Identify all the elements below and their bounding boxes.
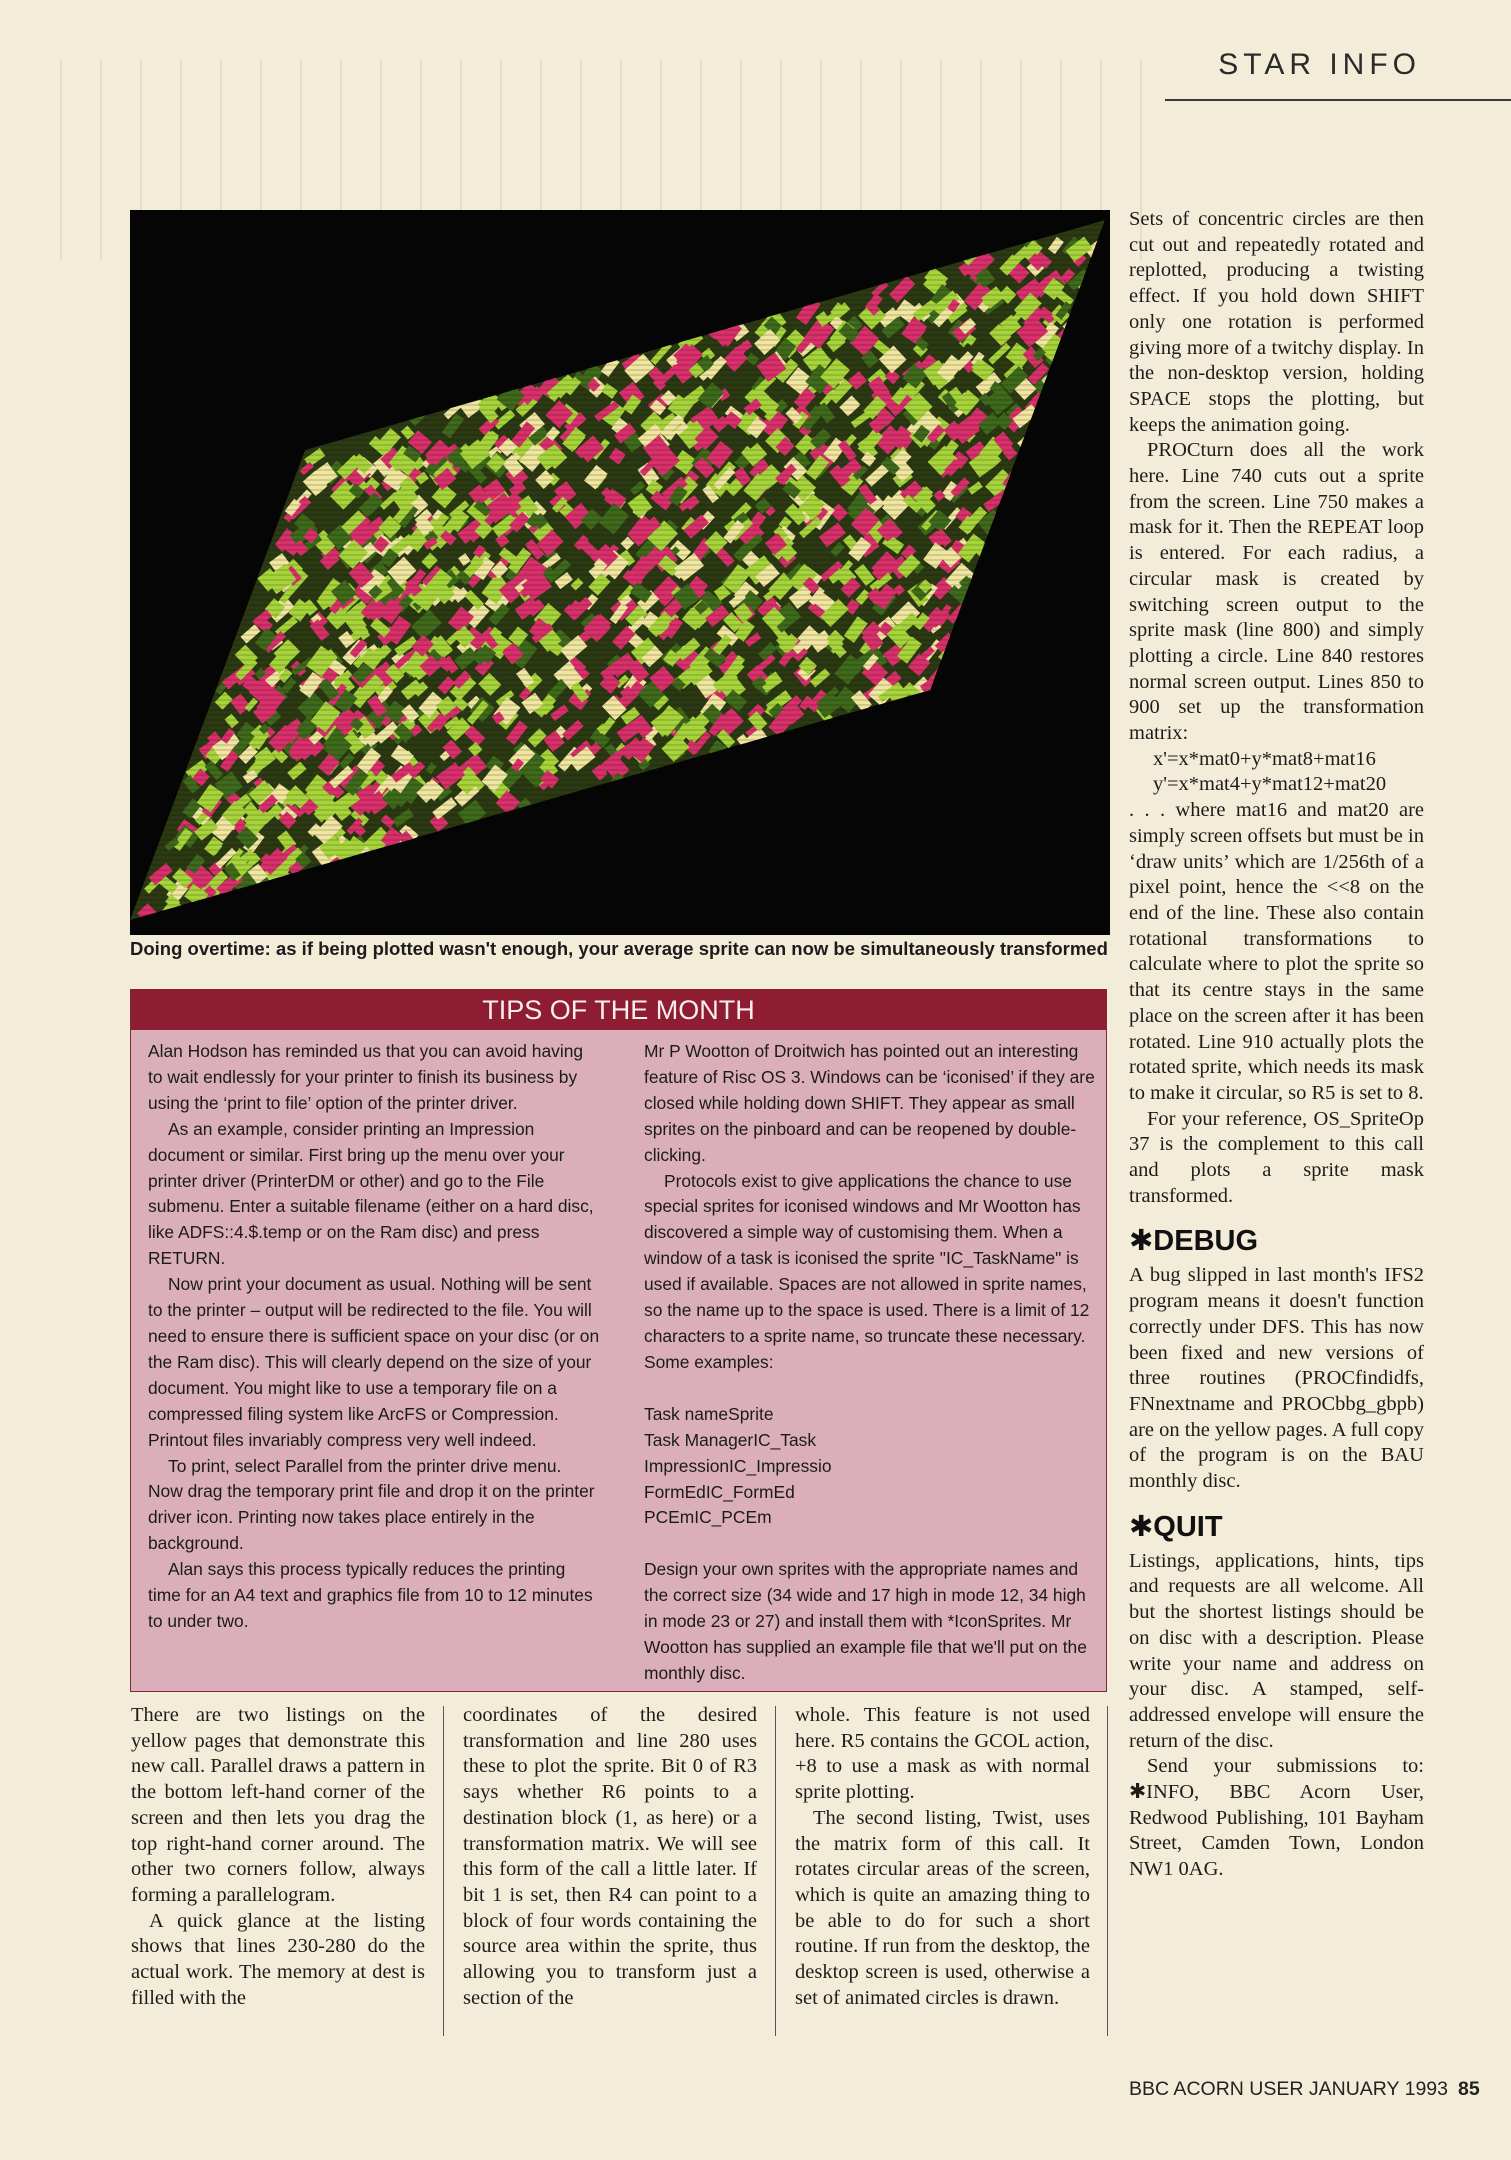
quit-heading: ✱QUIT: [1129, 1510, 1223, 1543]
tips-paragraph: To print, select Parallel from the printer drive menu. Now drag the temporary print file and drop it on the printer driver icon. Printing now takes place entirely in the background.: [148, 1455, 595, 1554]
tips-closing: Design your own sprites with the appropriate names and the correct size (34 wide and 17 high in mode 12, 34 high in mode 23 or 27) and install them with *IconSprites. Mr Wootton has supplied an example file that we'll put on the monthly disc.: [644, 1559, 1087, 1683]
tips-paragraph: Now print your document as usual. Nothing will be sent to the printer – output will be redirected to the file. You will need to ensure there is sufficient space on your disc (or on the Ram disc). This will clearly depend on the size of your document. You might like to use a temporary file on a compressed filing system like ArcFS or Compression. Printout files invariably compress very well indeed.: [148, 1274, 600, 1450]
example-row: ImpressionIC_Impressio: [644, 1455, 832, 1476]
pattern-fleck: [1045, 371, 1064, 390]
debug-text: A bug slipped in last month's IFS2 program means it doesn't function correctly under DFS. This has now been fixed and new versions of three routines (PROCfindidfs, FNnextname and PROCbbg_gbpb) are on the yellow pages. A full copy of the program is on the BAU monthly disc.: [1129, 1264, 1424, 1493]
article-paragraph: The second listing, Twist, uses the matrix form of this call. It rotates circular areas of the screen, which is quite an amazing thing to be able to do for such a short routine. If run from the desktop, the desktop screen is used, otherwise a set of animated circles is drawn.: [795, 1806, 1090, 2009]
page-number: 85: [1457, 2078, 1480, 2100]
article-paragraph: A quick glance at the listing shows that lines 230-280 do the actual work. The memory at dest is filled with the: [131, 1909, 425, 2009]
formula-line: y'=x*mat4+y*mat12+mat20: [1153, 773, 1387, 796]
example-row: Task ManagerIC_Task: [644, 1429, 817, 1450]
right-article-column: [1129, 207, 1424, 1883]
example-row: FormEdIC_FormEd: [644, 1481, 795, 1502]
article-column-2: [463, 1703, 757, 2011]
article-column-3: [795, 1703, 1090, 2011]
article-paragraph: Sets of concentric circles are then cut out and repeatedly rotated and replotted, producing a twisting effect. If you hold down SHIFT only one rotation is performed giving more of a twitchy display. In the non-desktop version, holding SPACE stops the plotting, but keeps the animation going.: [1129, 208, 1424, 436]
tips-title: TIPS OF THE MONTH: [131, 990, 1106, 1030]
tips-paragraph: Protocols exist to give applications the chance to use special sprites for iconised windows and Mr Wootton has discovered a simple way of customising them. When a window of a task is iconised the sprite "IC_TaskName" is used if available. Spaces are not allowed in sprite names, so the name up to the space is used. There is a limit of 12 characters to a sprite name, so truncate these necessary. Some examples:: [644, 1170, 1090, 1372]
tips-left-column: [148, 1039, 600, 1635]
magazine-issue: BBC ACORN USER JANUARY 1993: [1129, 2078, 1448, 2100]
tips-of-the-month-box: [130, 989, 1107, 1692]
header-rule: [1165, 99, 1511, 101]
figure-caption: Doing overtime: as if being plotted wasn't enough, your average sprite can now be simultaneously transformed: [130, 938, 1108, 959]
article-paragraph: coordinates of the desired transformation and line 280 uses these to plot the sprite. Bit 0 of R3 says whether R6 points to a destination block (1, as here) or a transformation matrix. We will see this form of the call a little later. If bit 1 is set, then R4 can point to a block of four words containing the source area within the sprite, thus allowing you to transform just a section of the: [463, 1704, 757, 2009]
article-paragraph: whole. This feature is not used here. R5 contains the GCOL action, +8 to use a mask as with normal sprite plotting.: [795, 1704, 1090, 1804]
article-paragraph: There are two listings on the yellow pages that demonstrate this new call. Parallel draws a pattern in the bottom left-hand corner of the screen and then lets you drag the top right-hand corner around. The other two corners follow, always forming a parallelogram.: [131, 1704, 425, 1906]
article-column-1: [131, 1703, 425, 2011]
quit-text: Listings, applications, hints, tips and requests are all welcome. All but the shortest listings should be on disc with a description. Please write your name and address on your disc. A stamped, self-addressed envelope will ensure the return of the disc.: [1129, 1549, 1424, 1752]
parallelogram-pattern: [130, 210, 1110, 935]
column-rule: [1107, 1706, 1108, 2036]
tips-paragraph: Alan says this process typically reduces the printing time for an A4 text and graphics file from 10 to 12 minutes to under two.: [148, 1559, 593, 1631]
tips-paragraph: Mr P Wootton of Droitwich has pointed out an interesting feature of Risc OS 3. Windows can be ‘iconised’ if they are closed while holding down SHIFT. They appear as small sprites on the pinboard and can be reopened by double-clicking.: [644, 1041, 1095, 1165]
submission-address: Send your submissions to: ✱INFO, BBC Acorn User, Redwood Publishing, 101 Bayham Street, Camden Town, London NW1 0AG.: [1129, 1755, 1424, 1881]
example-row: PCEmIC_PCEm: [644, 1507, 772, 1528]
tips-paragraph: As an example, consider printing an Impression document or similar. First bring up the menu over your printer driver (PrinterDM or other) and go to the File submenu. Enter a suitable filename (either on a hard disc, like ADFS::4.$.temp or on the Ram disc) and press RETURN.: [148, 1118, 594, 1269]
section-header: STAR INFO: [1218, 48, 1421, 81]
tips-paragraph: Alan Hodson has reminded us that you can avoid having to wait endlessly for your printer to finish its business by using the ‘print to file’ option of the printer driver.: [148, 1041, 584, 1113]
sprite-transform-screenshot: [130, 210, 1110, 935]
column-rule: [443, 1706, 444, 2036]
tips-right-column: [644, 1039, 1096, 1687]
column-rule: [775, 1706, 776, 2036]
article-paragraph: For your reference, OS_SpriteOp 37 is the complement to this call and plots a sprite mask transformed.: [1129, 1107, 1424, 1207]
article-paragraph: . . . where mat16 and mat20 are simply screen offsets but must be in ‘draw units’ which are 1/256th of a pixel point, hence the <<8 on the end of the line. These also contain rotational transformations to calculate where to plot the sprite so that its centre stays in the same place on the screen after it has been rotated. Line 910 actually plots the rotated sprite, which needs its mask to make it circular, so R5 is set to 8.: [1129, 799, 1424, 1104]
page-footer: [1129, 2078, 1480, 2101]
formula-line: x'=x*mat0+y*mat8+mat16: [1153, 747, 1376, 770]
example-row: Task nameSprite: [644, 1403, 774, 1424]
article-paragraph: PROCturn does all the work here. Line 740 cuts out a sprite from the screen. Line 750 makes a mask for it. Then the REPEAT loop is entered. For each radius, a circular mask is created by switching screen output to the sprite mask (line 800) and simply plotting a circle. Line 840 restores normal screen output. Lines 850 to 900 set up the transformation matrix:: [1129, 439, 1424, 745]
debug-heading: ✱DEBUG: [1129, 1225, 1259, 1258]
